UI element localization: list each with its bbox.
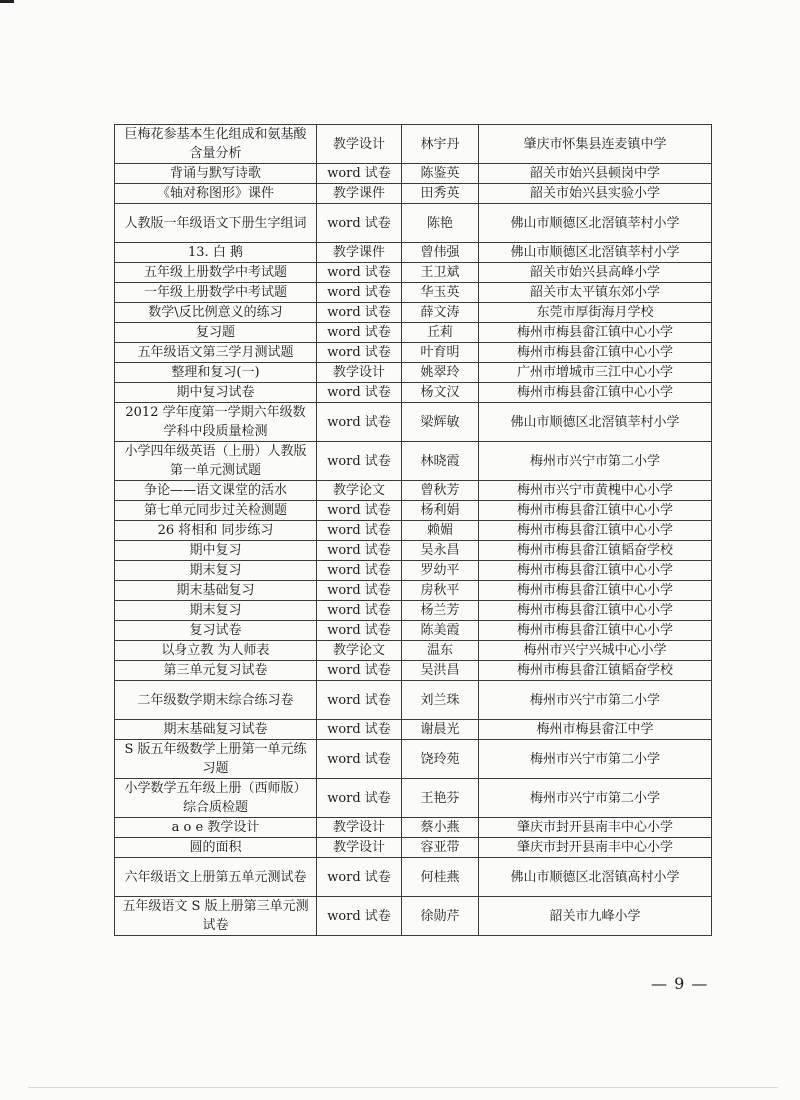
- table-row: [115, 343, 712, 363]
- cell-author: 杨文汉: [402, 383, 479, 403]
- cell-type: word 试卷: [317, 897, 402, 936]
- cell-author: 叶育明: [402, 343, 479, 363]
- cell-author: 林宇丹: [402, 125, 479, 164]
- cell-title: 期末复习: [115, 561, 317, 581]
- cell-type: word 试卷: [317, 343, 402, 363]
- cell-title: 期末复习: [115, 601, 317, 621]
- cell-author: 姚翠玲: [402, 363, 479, 383]
- cell-author: 谢晨光: [402, 720, 479, 740]
- cell-school: 梅州市兴宁市第二小学: [479, 681, 712, 720]
- cell-school: 肇庆市封开县南丰中心小学: [479, 838, 712, 858]
- cell-school: 肇庆市封开县南丰中心小学: [479, 818, 712, 838]
- cell-title: 五年级语文 S 版上册第三单元测试卷: [115, 897, 317, 936]
- cell-school: 梅州市兴宁市第二小学: [479, 442, 712, 481]
- cell-author: 赖媚: [402, 521, 479, 541]
- cell-type: word 试卷: [317, 621, 402, 641]
- cell-school: 梅州市梅县畲江镇中心小学: [479, 621, 712, 641]
- cell-type: word 试卷: [317, 303, 402, 323]
- cell-school: 梅州市梅县畲江镇中心小学: [479, 343, 712, 363]
- cell-school: 佛山市顺德区北滘镇莘村小学: [479, 204, 712, 243]
- table-row: [115, 263, 712, 283]
- cell-title: 26 将相和 同步练习: [115, 521, 317, 541]
- page-number: — 9 —: [651, 974, 709, 993]
- table-row: [115, 681, 712, 720]
- cell-school: 佛山市顺德区北滘镇高村小学: [479, 858, 712, 897]
- table-row: [115, 818, 712, 838]
- cell-title: S 版五年级数学上册第一单元练习题: [115, 740, 317, 779]
- table-row: [115, 621, 712, 641]
- cell-author: 杨利娟: [402, 501, 479, 521]
- cell-title: 六年级语文上册第五单元测试卷: [115, 858, 317, 897]
- cell-type: word 试卷: [317, 779, 402, 818]
- cell-type: word 试卷: [317, 204, 402, 243]
- cell-type: word 试卷: [317, 581, 402, 601]
- cell-type: word 试卷: [317, 601, 402, 621]
- cell-type: word 试卷: [317, 403, 402, 442]
- cell-school: 韶关市九峰小学: [479, 897, 712, 936]
- cell-type: 教学设计: [317, 838, 402, 858]
- cell-author: 王卫斌: [402, 263, 479, 283]
- cell-type: 教学课件: [317, 243, 402, 263]
- cell-title: 巨梅花参基本生化组成和氨基酸含量分析: [115, 125, 317, 164]
- cell-type: 教学论文: [317, 641, 402, 661]
- cell-type: word 试卷: [317, 283, 402, 303]
- cell-type: word 试卷: [317, 383, 402, 403]
- cell-title: 二年级数学期末综合练习卷: [115, 681, 317, 720]
- cell-title: 五年级上册数学中考试题: [115, 263, 317, 283]
- table-row: [115, 243, 712, 263]
- cell-school: 韶关市太平镇东郊小学: [479, 283, 712, 303]
- cell-type: 教学设计: [317, 363, 402, 383]
- cell-author: 饶玲苑: [402, 740, 479, 779]
- cell-type: word 试卷: [317, 541, 402, 561]
- cell-title: 整理和复习(一): [115, 363, 317, 383]
- cell-type: 教学课件: [317, 184, 402, 204]
- table-row: [115, 303, 712, 323]
- cell-author: 罗幼平: [402, 561, 479, 581]
- cell-title: 一年级上册数学中考试题: [115, 283, 317, 303]
- cell-type: word 试卷: [317, 720, 402, 740]
- cell-author: 杨兰芳: [402, 601, 479, 621]
- table-row: [115, 740, 712, 779]
- cell-type: 教学设计: [317, 125, 402, 164]
- cell-author: 薛文涛: [402, 303, 479, 323]
- cell-title: 期末基础复习试卷: [115, 720, 317, 740]
- cell-author: 陈鉴英: [402, 164, 479, 184]
- cell-title: 第七单元同步过关检测题: [115, 501, 317, 521]
- cell-school: 韶关市始兴县实验小学: [479, 184, 712, 204]
- cell-title: 人教版一年级语文下册生字组词: [115, 204, 317, 243]
- cell-title: 五年级语文第三学月测试题: [115, 343, 317, 363]
- cell-school: 广州市增城市三江中心小学: [479, 363, 712, 383]
- table-row: [115, 779, 712, 818]
- cell-school: 梅州市梅县畲江镇中心小学: [479, 521, 712, 541]
- table-row: [115, 363, 712, 383]
- cell-school: 梅州市梅县畲江镇中心小学: [479, 501, 712, 521]
- cell-author: 丘莉: [402, 323, 479, 343]
- cell-author: 房秋平: [402, 581, 479, 601]
- cell-title: 圆的面积: [115, 838, 317, 858]
- cell-type: word 试卷: [317, 858, 402, 897]
- table-row: [115, 481, 712, 501]
- cell-title: 13. 白 鹅: [115, 243, 317, 263]
- scan-corner-mark: [0, 0, 14, 3]
- cell-school: 梅州市兴宁市黄槐中心小学: [479, 481, 712, 501]
- cell-type: word 试卷: [317, 263, 402, 283]
- scan-bottom-edge: [28, 1087, 778, 1088]
- cell-school: 肇庆市怀集县连麦镇中学: [479, 125, 712, 164]
- cell-school: 梅州市兴宁市第二小学: [479, 779, 712, 818]
- cell-author: 陈美霞: [402, 621, 479, 641]
- table-row: [115, 283, 712, 303]
- cell-title: 争论——语文课堂的活水: [115, 481, 317, 501]
- cell-school: 梅州市梅县畲江镇中心小学: [479, 601, 712, 621]
- cell-title: 《轴对称图形》课件: [115, 184, 317, 204]
- cell-school: 梅州市梅县畲江镇中心小学: [479, 383, 712, 403]
- cell-title: 背诵与默写诗歌: [115, 164, 317, 184]
- cell-author: 陈艳: [402, 204, 479, 243]
- cell-school: 韶关市始兴县顿岗中学: [479, 164, 712, 184]
- cell-author: 曾秋芳: [402, 481, 479, 501]
- table-row: [115, 838, 712, 858]
- cell-title: 复习试卷: [115, 621, 317, 641]
- cell-author: 林晓霞: [402, 442, 479, 481]
- table-row: [115, 858, 712, 897]
- cell-author: 梁辉敏: [402, 403, 479, 442]
- table-row: [115, 184, 712, 204]
- cell-title: 小学数学五年级上册（西师版）综合质检题: [115, 779, 317, 818]
- table-row: [115, 601, 712, 621]
- cell-title: 第三单元复习试卷: [115, 661, 317, 681]
- cell-school: 梅州市梅县畲江镇韬奋学校: [479, 541, 712, 561]
- cell-title: 2012 学年度第一学期六年级数学科中段质量检测: [115, 403, 317, 442]
- cell-author: 温东: [402, 641, 479, 661]
- cell-school: 韶关市始兴县高峰小学: [479, 263, 712, 283]
- cell-author: 吴洪昌: [402, 661, 479, 681]
- table-row: [115, 164, 712, 184]
- table-row: [115, 323, 712, 343]
- cell-school: 佛山市顺德区北滘镇莘村小学: [479, 243, 712, 263]
- cell-type: 教学设计: [317, 818, 402, 838]
- cell-title: 以身立教 为人师表: [115, 641, 317, 661]
- cell-type: word 试卷: [317, 661, 402, 681]
- table-row: [115, 501, 712, 521]
- cell-type: 教学论文: [317, 481, 402, 501]
- cell-type: word 试卷: [317, 740, 402, 779]
- table-row: [115, 897, 712, 936]
- cell-author: 田秀英: [402, 184, 479, 204]
- cell-title: 复习题: [115, 323, 317, 343]
- cell-type: word 试卷: [317, 164, 402, 184]
- cell-school: 佛山市顺德区北滘镇莘村小学: [479, 403, 712, 442]
- cell-school: 梅州市梅县畲江镇中心小学: [479, 561, 712, 581]
- table-row: [115, 204, 712, 243]
- cell-school: 东莞市厚街海月学校: [479, 303, 712, 323]
- cell-type: word 试卷: [317, 501, 402, 521]
- table-row: [115, 541, 712, 561]
- table-row: [115, 720, 712, 740]
- cell-title: 期末基础复习: [115, 581, 317, 601]
- cell-school: 梅州市梅县畲江中学: [479, 720, 712, 740]
- cell-type: word 试卷: [317, 521, 402, 541]
- table-row: [115, 661, 712, 681]
- table-row: [115, 641, 712, 661]
- cell-author: 王艳芬: [402, 779, 479, 818]
- cell-author: 容亚带: [402, 838, 479, 858]
- table-row: [115, 561, 712, 581]
- cell-title: 期中复习试卷: [115, 383, 317, 403]
- cell-title: a o e 教学设计: [115, 818, 317, 838]
- cell-school: 梅州市兴宁兴城中心小学: [479, 641, 712, 661]
- cell-school: 梅州市梅县畲江镇韬奋学校: [479, 661, 712, 681]
- table-row: [115, 383, 712, 403]
- cell-author: 曾伟强: [402, 243, 479, 263]
- table-body: [115, 125, 712, 936]
- cell-author: 徐勋芹: [402, 897, 479, 936]
- cell-title: 小学四年级英语（上册）人教版第一单元测试题: [115, 442, 317, 481]
- cell-author: 华玉英: [402, 283, 479, 303]
- cell-school: 梅州市兴宁市第二小学: [479, 740, 712, 779]
- cell-title: 数学\反比例意义的练习: [115, 303, 317, 323]
- cell-author: 吴永昌: [402, 541, 479, 561]
- cell-type: word 试卷: [317, 681, 402, 720]
- cell-type: word 试卷: [317, 323, 402, 343]
- table-row: [115, 125, 712, 164]
- cell-author: 刘兰珠: [402, 681, 479, 720]
- cell-school: 梅州市梅县畲江镇中心小学: [479, 323, 712, 343]
- document-table: [114, 124, 712, 936]
- cell-type: word 试卷: [317, 561, 402, 581]
- cell-author: 蔡小燕: [402, 818, 479, 838]
- table-row: [115, 581, 712, 601]
- cell-author: 何桂燕: [402, 858, 479, 897]
- cell-type: word 试卷: [317, 442, 402, 481]
- table-row: [115, 442, 712, 481]
- cell-school: 梅州市梅县畲江镇中心小学: [479, 581, 712, 601]
- table-row: [115, 403, 712, 442]
- cell-title: 期中复习: [115, 541, 317, 561]
- table-row: [115, 521, 712, 541]
